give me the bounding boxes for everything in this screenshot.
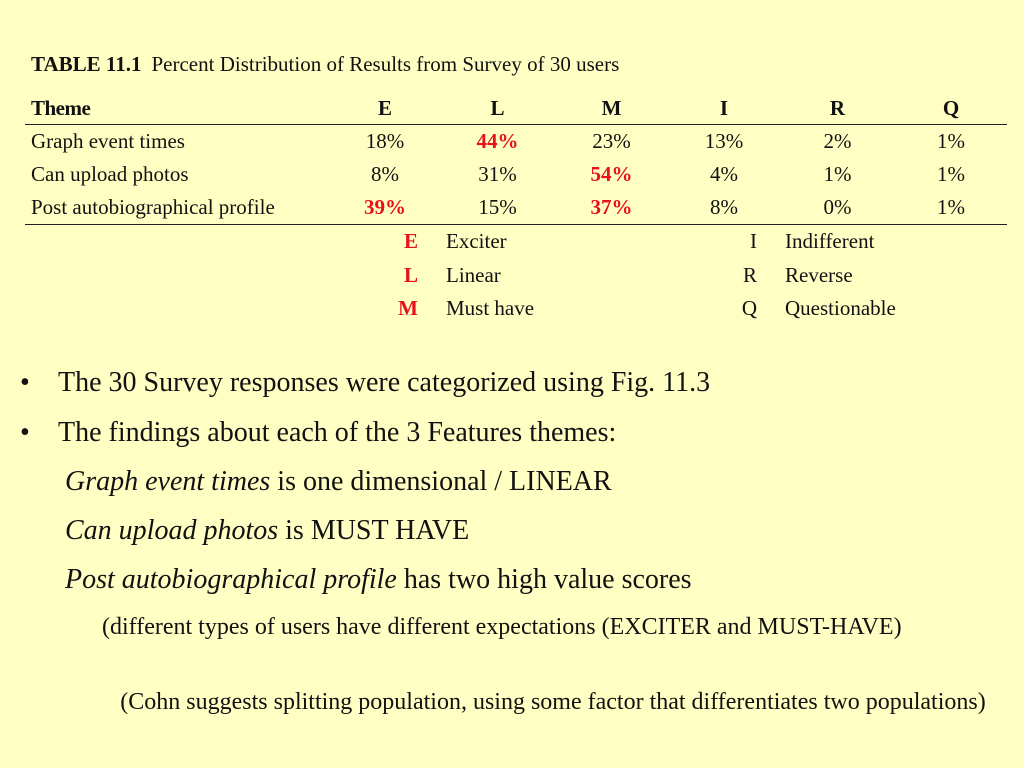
row-theme: Graph event times bbox=[31, 129, 185, 153]
cell-i: 13% bbox=[704, 129, 744, 153]
cell-e: 39% bbox=[330, 191, 440, 225]
cell-e: 8% bbox=[371, 162, 399, 186]
table-title: Percent Distribution of Results from Survey of 30 users bbox=[151, 52, 620, 76]
bullet-text: The 30 Survey responses were categorized using Fig. 11.3 bbox=[58, 367, 711, 398]
cell-i: 8% bbox=[668, 191, 780, 225]
row-theme: Can upload photos bbox=[31, 162, 189, 186]
legend-name-r: Reverse bbox=[785, 263, 853, 287]
cell-m: 23% bbox=[592, 129, 631, 153]
note-expectations: (different types of users have different expectations (EXCITER and MUST-HAVE) bbox=[102, 614, 902, 640]
finding-text: has two high value scores bbox=[396, 564, 692, 595]
bullet-marker: • bbox=[20, 367, 30, 398]
table-caption bbox=[31, 52, 619, 77]
legend-name-e: Exciter bbox=[446, 229, 507, 253]
survey-table bbox=[25, 92, 1007, 225]
col-header-r: R bbox=[780, 92, 895, 125]
finding-text: is one dimensional / LINEAR bbox=[270, 466, 612, 497]
row-theme: Post autobiographical profile bbox=[25, 191, 330, 225]
finding-can-upload-photos bbox=[65, 515, 469, 547]
col-header-e: E bbox=[330, 92, 440, 125]
cell-m: 37% bbox=[555, 191, 668, 225]
cell-q: 1% bbox=[895, 191, 1007, 225]
legend-code-q: Q bbox=[741, 296, 757, 320]
table-number: TABLE 11.1 bbox=[31, 52, 142, 76]
finding-subject: Can upload photos bbox=[65, 515, 279, 546]
bullet-text: The findings about each of the 3 Features themes: bbox=[58, 417, 617, 448]
cell-l: 15% bbox=[440, 191, 555, 225]
cell-r: 1% bbox=[823, 162, 852, 186]
table-row bbox=[25, 125, 1007, 159]
finding-subject: Graph event times bbox=[65, 466, 271, 497]
legend-name-l: Linear bbox=[446, 263, 501, 287]
legend-code-m: M bbox=[398, 296, 418, 320]
finding-subject: Post autobiographical profile bbox=[65, 564, 397, 595]
cell-r: 2% bbox=[823, 129, 852, 153]
table-row bbox=[25, 191, 1007, 225]
col-header-l: L bbox=[440, 92, 555, 125]
finding-text: is MUST HAVE bbox=[278, 515, 470, 546]
cell-e: 18% bbox=[365, 129, 405, 153]
table-header-row bbox=[25, 92, 1007, 125]
col-header-m: M bbox=[555, 92, 668, 125]
legend-name-q: Questionable bbox=[785, 296, 896, 320]
cell-r: 0% bbox=[780, 191, 895, 225]
col-header-theme: Theme bbox=[25, 92, 330, 125]
cell-q: 1% bbox=[937, 162, 965, 186]
cell-q: 1% bbox=[937, 129, 965, 153]
legend-code-r: R bbox=[742, 263, 757, 287]
legend-name-i: Indifferent bbox=[785, 229, 875, 253]
note-cohn: (Cohn suggests splitting population, using some factor that differentiates two populations) bbox=[120, 689, 986, 715]
legend-code-i: I bbox=[750, 229, 757, 253]
legend-code-l: L bbox=[403, 263, 418, 287]
bullet-marker: • bbox=[20, 417, 30, 448]
cell-m: 54% bbox=[590, 162, 633, 186]
table-row bbox=[25, 158, 1007, 191]
legend-name-m: Must have bbox=[446, 296, 535, 320]
cell-i: 4% bbox=[710, 162, 738, 186]
col-header-q: Q bbox=[895, 92, 1007, 125]
legend-code-e: E bbox=[403, 229, 418, 253]
finding-post-autobiographical-profile bbox=[65, 564, 692, 596]
finding-graph-event-times bbox=[65, 466, 612, 498]
cell-l: 31% bbox=[478, 162, 517, 186]
cell-l: 44% bbox=[476, 129, 519, 153]
col-header-i: I bbox=[668, 92, 780, 125]
